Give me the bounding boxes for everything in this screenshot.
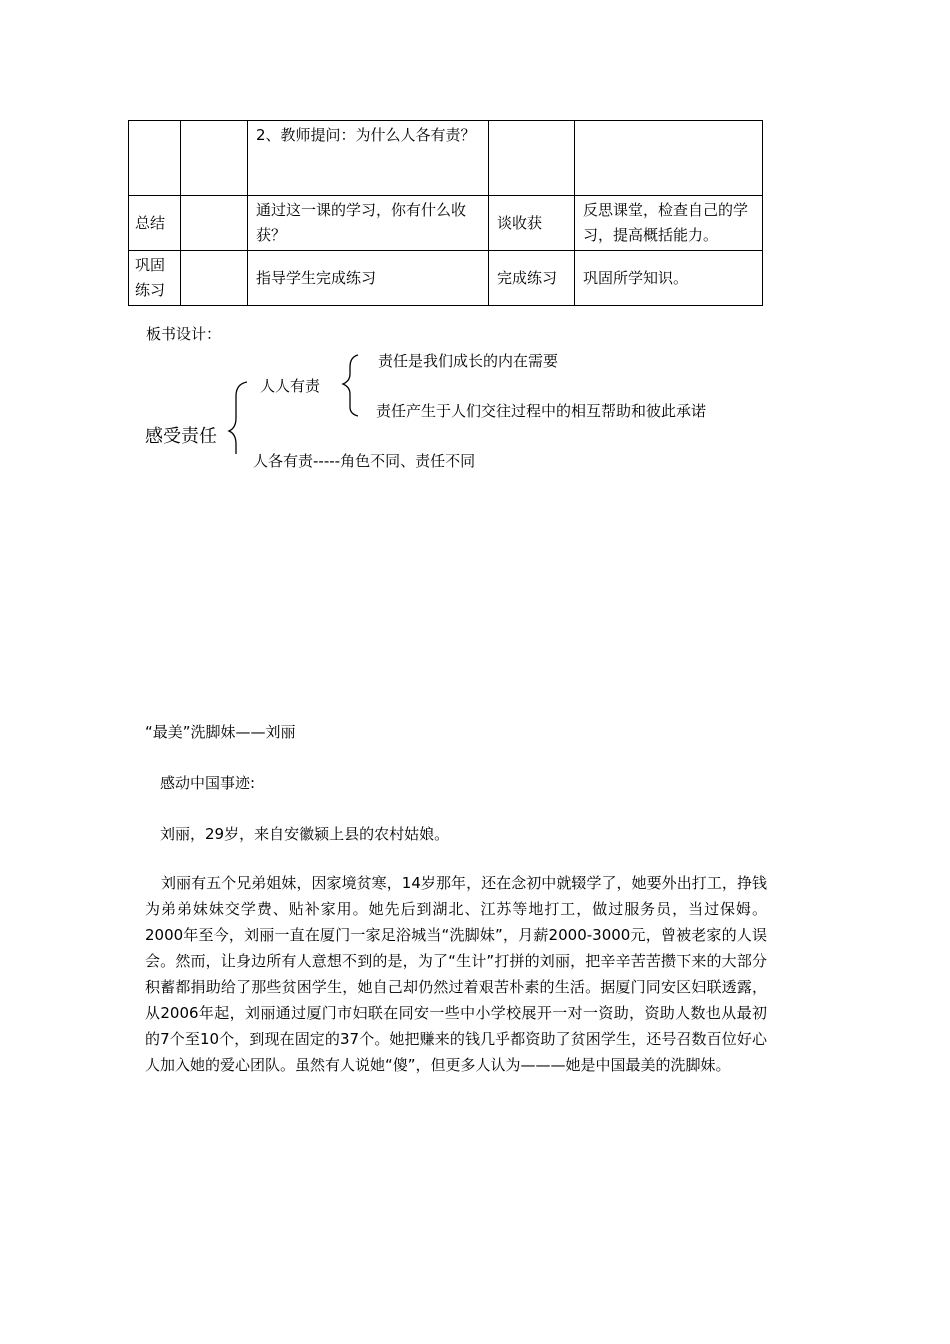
board-root-label: 感受责任	[145, 426, 217, 447]
table-cell: 总结	[129, 196, 181, 251]
story-intro: 刘丽，29岁，来自安徽颍上县的农村姑娘。	[160, 825, 450, 843]
board-branch-1-item: 责任产生于人们交往过程中的相互帮助和彼此承诺	[376, 402, 707, 420]
table-cell: 完成练习	[489, 251, 575, 306]
table-cell: 通过这一课的学习，你有什么收获？	[248, 196, 489, 251]
table-cell: 反思课堂，检查自己的学习，提高概括能力。	[575, 196, 763, 251]
board-branch-2: 人各有责-----角色不同、责任不同	[253, 452, 476, 470]
story-subtitle: 感动中国事迹:	[160, 774, 256, 792]
table-cell: 巩固练习	[129, 251, 181, 306]
story-body: 刘丽有五个兄弟姐妹，因家境贫寒，14岁那年，还在念初中就辍学了，她要外出打工，挣钱为弟弟妹妹交学费、贴补家用。她先后到湖北、江苏等地打工，做过服务员，当过保姆。2000年至今，刘丽一直在厦门一家足浴城当“洗脚妹”，月薪2000-3000元，曾被老家的人误会。然而，让身边所有人意想不到的是，为了“生计”打拼的刘丽，把辛辛苦苦攒下来的大部分积蓄都捐助给了那些贫困学生，她自己却仍然过着艰苦朴素的生活。据厦门同安区妇联透露，从2006年起，刘丽通过厦门市妇联在同安一些中小学校展开一对一资助，资助人数也从最初的7个至10个，到现在固定的37个。她把赚来的钱几乎都资助了贫困学生，还号召数百位好心人加入她的爱心团队。虽然有人说她“傻”，但更多人认为———她是中国最美的洗脚妹。	[145, 874, 767, 1074]
board-branch-1-item: 责任是我们成长的内在需要	[378, 352, 559, 370]
right-brace	[343, 355, 358, 416]
table-cell: 谈收获	[489, 196, 575, 251]
table-cell: 巩固所学知识。	[575, 251, 763, 306]
board-branch-1: 人人有责	[260, 377, 321, 395]
story-title: “最美”洗脚妹——刘丽	[145, 723, 296, 741]
board-design-title: 板书设计：	[146, 325, 222, 343]
table-cell: 指导学生完成练习	[248, 251, 489, 306]
brace-lines	[0, 0, 950, 500]
table-cell: 2、教师提问：为什么人各有责？	[248, 121, 489, 196]
left-brace	[229, 382, 247, 454]
